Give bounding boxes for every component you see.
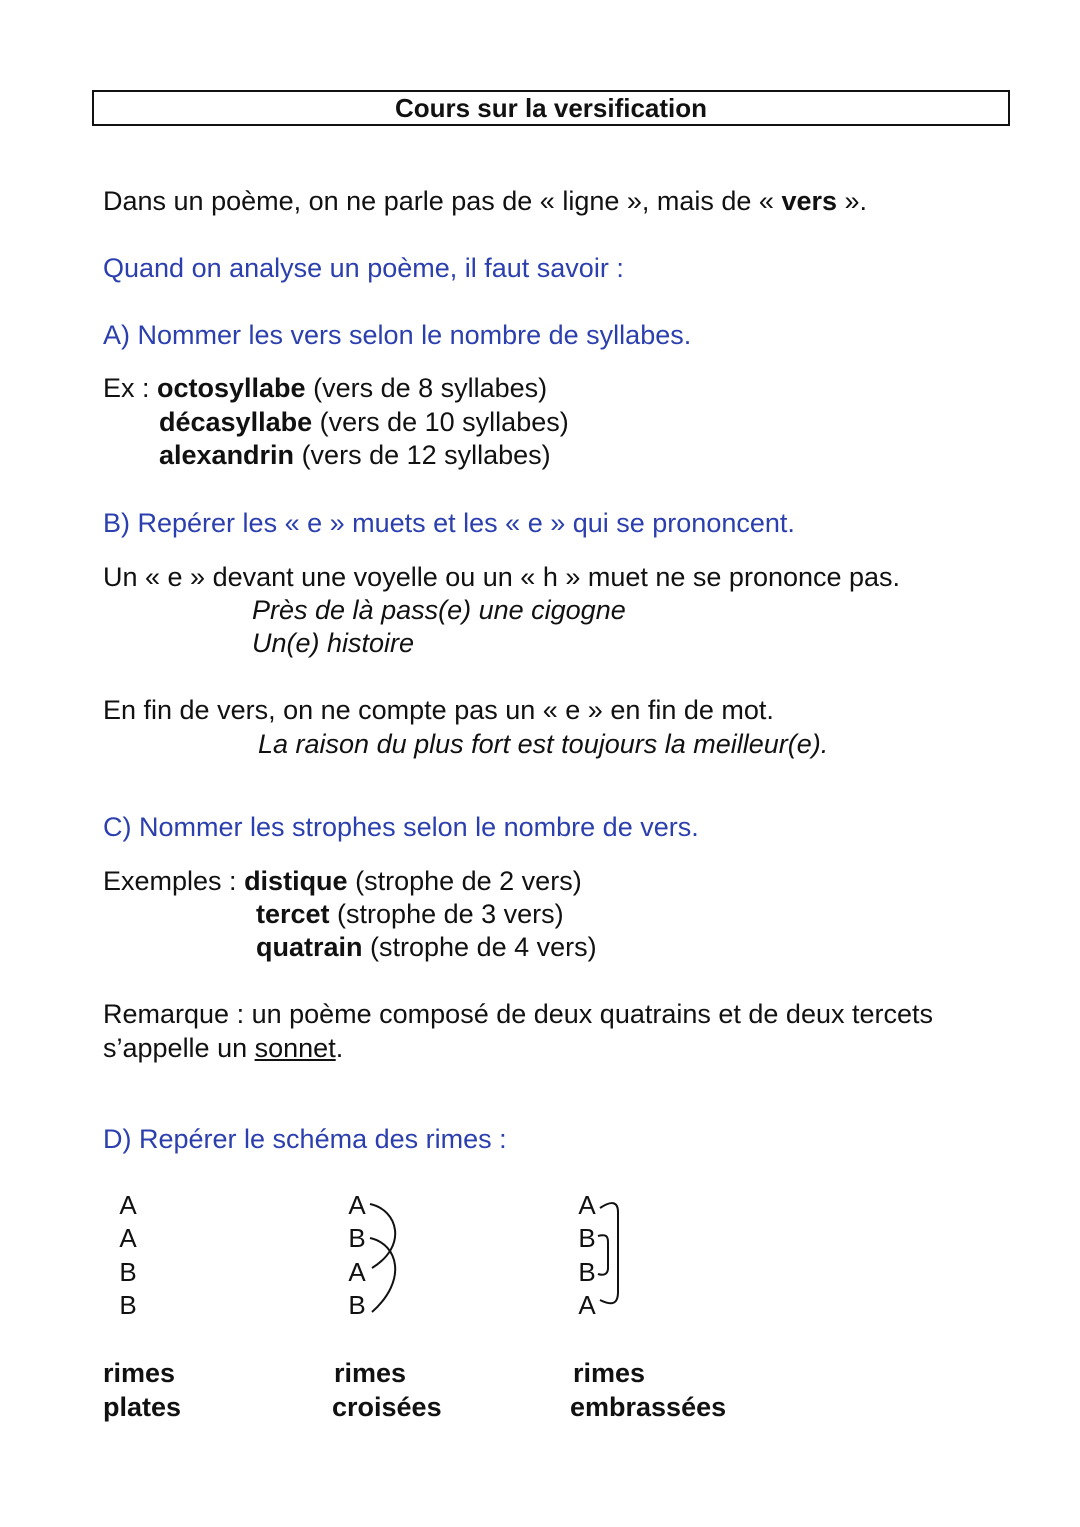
lead-line: Quand on analyse un poème, il faut savoir : <box>103 253 624 283</box>
term-description: (strophe de 2 vers) <box>347 866 582 896</box>
section-d-heading: D) Repérer le schéma des rimes : <box>103 1124 507 1154</box>
term-description: (vers de 8 syllabes) <box>305 373 548 403</box>
cross-rhyme-brace <box>368 1196 418 1320</box>
section-c-heading: C) Nommer les strophes selon le nombre de vers. <box>103 812 699 842</box>
rhyme-letter: A <box>348 1190 366 1220</box>
remark-text: s’appelle un <box>103 1033 255 1063</box>
scheme-label: rimes <box>103 1358 176 1388</box>
example-prefix: Ex : <box>103 373 158 403</box>
rhyme-letter: B <box>348 1290 366 1320</box>
term: décasyllabe <box>159 407 313 437</box>
remark-text-end: . <box>335 1033 344 1063</box>
term: distique <box>244 866 348 896</box>
rule-text: Un « e » devant une voyelle ou un « h » muet ne se prononce pas. <box>103 562 901 592</box>
term: octosyllabe <box>157 373 306 403</box>
embrace-rhyme-brace <box>596 1196 636 1320</box>
term-description: (strophe de 3 vers) <box>329 899 564 929</box>
rhyme-letter: B <box>578 1257 596 1287</box>
example-verse: Un(e) histoire <box>252 628 415 658</box>
scheme-label: rimes <box>334 1358 407 1388</box>
term: alexandrin <box>159 440 295 470</box>
scheme-label: rimes <box>573 1358 646 1388</box>
section-c-item <box>103 864 582 898</box>
intro-line <box>103 184 867 218</box>
section-a-item <box>159 438 551 472</box>
section-a-heading: A) Nommer les vers selon le nombre de syllabes. <box>103 320 692 350</box>
remark-line: Remarque : un poème composé de deux quatrains et de deux tercets <box>103 999 933 1029</box>
page-title: Cours sur la versification <box>92 90 1010 126</box>
example-verse: La raison du plus fort est toujours la meilleur(e). <box>258 729 829 759</box>
section-c-item <box>256 897 564 931</box>
example-prefix: Exemples : <box>103 866 245 896</box>
rule-text: En fin de vers, on ne compte pas un « e » en fin de mot. <box>103 695 774 725</box>
rhyme-letter: B <box>119 1257 137 1287</box>
section-c-item <box>256 930 597 964</box>
section-a-item <box>159 405 569 439</box>
example-verse: Près de là pass(e) une cigogne <box>252 595 626 625</box>
remark-line <box>103 1031 343 1065</box>
rhyme-letter: B <box>119 1290 137 1320</box>
rhyme-letter: A <box>119 1223 137 1253</box>
rhyme-letter: A <box>119 1190 137 1220</box>
section-a-item <box>103 371 547 405</box>
rhyme-letter: A <box>578 1190 596 1220</box>
rhyme-letter: A <box>348 1257 366 1287</box>
rhyme-letter: B <box>348 1223 366 1253</box>
term-description: (strophe de 4 vers) <box>362 932 597 962</box>
term-description: (vers de 12 syllabes) <box>294 440 551 470</box>
remark-term: sonnet <box>254 1033 336 1063</box>
intro-bold-term: vers <box>781 186 838 216</box>
scheme-label: croisées <box>332 1392 442 1422</box>
scheme-label: embrassées <box>570 1392 727 1422</box>
term: quatrain <box>256 932 363 962</box>
term: tercet <box>256 899 330 929</box>
intro-text-end: ». <box>837 186 868 216</box>
term-description: (vers de 10 syllabes) <box>312 407 569 437</box>
rhyme-letter: A <box>578 1290 596 1320</box>
scheme-label: plates <box>103 1392 182 1422</box>
section-b-heading: B) Repérer les « e » muets et les « e » qui se prononcent. <box>103 508 795 538</box>
intro-text: Dans un poème, on ne parle pas de « ligne », mais de « <box>103 186 782 216</box>
rhyme-letter: B <box>578 1223 596 1253</box>
